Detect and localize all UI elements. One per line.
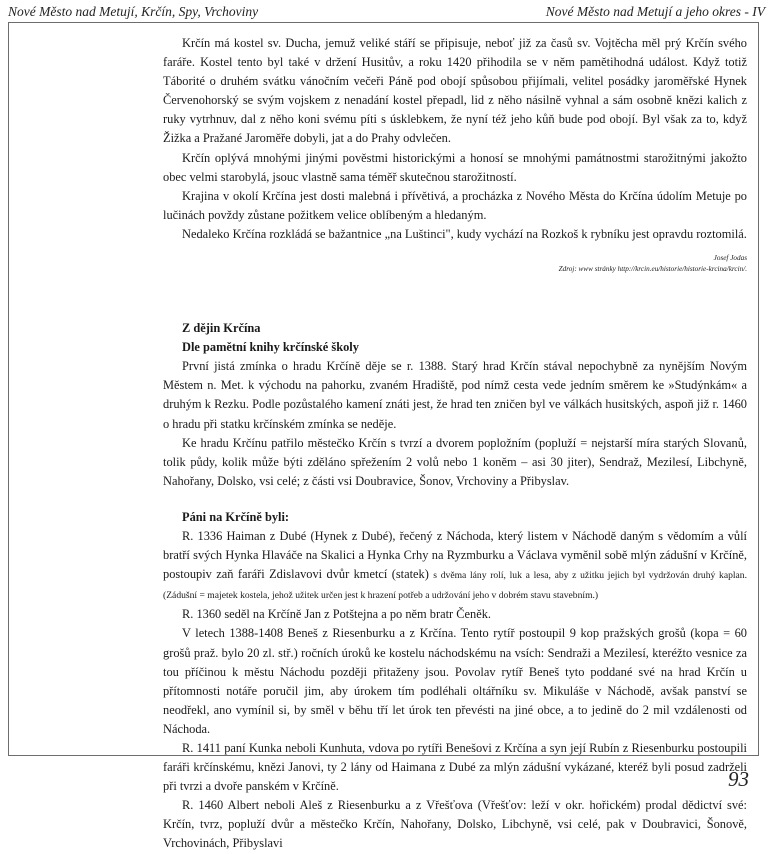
paragraph: První jistá zmínka o hradu Krčíně děje se r. 1388. Starý hrad Krčín stával nepochybně za nynějším Novým Městem n. Met. k východu na pahorku, zvaném Hradiště, pod nímž cesta vede jedním směrem ke »Studýnkám« a druhým k Rezku. Podle pozůstalého kamení znáti jest, že hrad ten zničen byl ve válkách husitských, aspoň již r. 1460 o hradu při statku krčínském zmínka se neděje. [163,359,747,431]
paragraph: Krčín oplývá mnohými jinými pověstmi historickými a honosí se mnohými památnostmi starožitnými jakožto obec velmi starobylá, jsouc vlastně sama téměř skutečnou starožitností. [163,150,747,184]
paragraph: Nedaleko Krčína rozkládá se bažantnice „na Luštinci", kudy vychází na Rozkoš k rybníku jest opravdu roztomilá. [182,226,747,241]
paragraph: R. 1360 seděl na Krčíně Jan z Potštejna a po něm bratr Čeněk. [182,607,491,622]
section-subtitle: Dle pamětní knihy krčínské školy [182,340,359,355]
article-body [163,34,747,854]
section-title: Páni na Krčíně byli: [182,509,290,524]
paragraph: Ke hradu Krčínu patřilo městečko Krčín s tvrzí a dvorem popložním (popluží = nejstarší míra starých Slovanů, tolik půdy, kolik může býti zděláno spřežením 2 volů nebo 1 koněm – asi 30 jiter), Sendraž, Mezilesí, Libchyně, Nahořany, Dolsko, vsi celé; z části vsi Doubravice, Šonov, Vrchoviny a Přibyslav. [163,435,747,488]
source-credit: Zdroj: www stránky http://krcin.eu/historie/historie-krcina/krcin/. [558,265,747,274]
header-left: Nové Město nad Metují, Krčín, Spy, Vrchoviny [8,4,259,19]
section-title: Z dějin Krčína [182,321,261,336]
footnote-text: s dvěma lány rolí, luk a lesa, aby z užitku jejich byl vydržován druhý kaplan. (Zádušní = majetek kostela, jehož užitek určen jest k hrazení potřeb a udržování jeho v dobrém stavu stavebním.) [163,570,747,602]
paragraph: R. 1460 Albert neboli Aleš z Riesenburku a z Vřešťova (Vřešťov: leží v okr. hořickém) prodal dědictví své: Krčín, tvrz, popluží dvůr a městečko Krčín, Nahořany, Dolsko, Libchyně, vsi celé, pak v Doubravici, Šonově, Vrchovinách, Přibyslavi [163,798,747,851]
paragraph: R. 1411 paní Kunka neboli Kunhuta, vdova po rytíři Benešovi z Krčína a syn její Rubín z Riesenburku postoupili faráři krčínskému, knězi Janovi, ty 2 lány od Haimana z Dubé za mlýn zádušní vykázané, kteréž byli posud zadrželi při tvrzi a dvoře panském v Krčíně. [163,741,747,794]
credit-block [163,253,747,275]
paragraph: Krajina v okolí Krčína jest dosti malebná i přívětivá, a procházka z Nového Města do Krčína údolím Metuje po lučinách povždy zůstane požitkem velice oblíbeným a hledaným. [163,188,747,222]
page-number: 93 [728,767,749,791]
paragraph: V letech 1388-1408 Beneš z Riesenburku a z Krčína. Tento rytíř postoupil 9 kop pražských grošů (kopa = 60 grošů praž. bylo 20 zl. stř.) ročních úroků ke kostelu náchodskému na vsích: Sendraži a Mezilesí, kteréžto vesnice za tou příčinou k městu Náchodu později přitaženy jsou. Povolav rytíř Beneš tyto poddané své na hrad Krčín u přítomnosti notáře poručil jim, aby úrokem tím podléhali oltářníku sv. Mikuláše v Náchodě, avšak panství se neodřekl, ano vymínil si, by směl v běhu tří let úrok ten převésti na jiné obce, a to jedině do 2 mil vzdálenosti od Náchoda. [163,626,747,736]
paragraph-text: R. 1336 Haiman z Dubé (Hynek z Dubé), řečený z Náchoda, který listem v Náchodě daným s vědomím a vůlí bratří svých Hynka Hlaváče na Skalici a Hynka Crhy na Ryzmburku a Václava vyměnil sobě mlýn zádušní v Krčíně, postoupiv zaň faráři Zdislavovi dvůr kmetcí (statek) [163,528,747,582]
section-spacer [163,491,747,508]
running-header [8,4,765,20]
section-spacer [163,275,747,319]
paragraph [163,527,747,605]
author-credit: Josef Jodas [713,254,747,263]
paragraph: Krčín má kostel sv. Ducha, jemuž veliké stáří se připisuje, neboť již za časů sv. Vojtěcha měl prý Krčín svého faráře. Kostel tento byl také v držení Husitův, a roku 1420 přihodila se v něm pamětihodná událost. Když totiž Táborité o druhém svátku vánočním večeři Páně pod obojí spůsobou přijímali, velitel posádky jaroměřské Hynek Červenohorský se svým vojskem z nenadání kostel přepadl, lid z něho násilně vyhnal a sám osobně knězi kalich z ruky vytrhnuv, dal z něho koni svému píti s úsklebkem, že nyní též jeho kůň bude pod obojí. Byl však za to, když Žižka a Pražané Jaroměře dobyli, jat a do Prahy odvlečen. [163,36,747,146]
header-right: Nové Město nad Metují a jeho okres - IV [545,4,765,19]
